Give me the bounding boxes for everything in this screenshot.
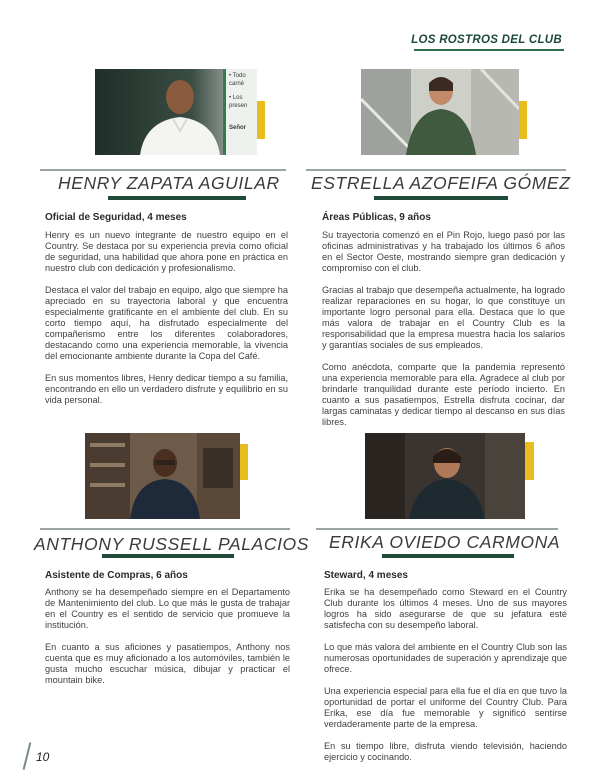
paragraph: Lo que más valora del ambiente en el Country Club son las numerosas oportunidades de superación y aprendizaje que ofrece. — [324, 642, 567, 674]
name-rule-top — [40, 528, 290, 530]
photo-estrella — [361, 69, 519, 155]
paragraph: Como anécdota, comparte que la pandemia representó una experiencia memorable para ella. Agradece al club por brindarle tranquilidad durante este período incierto. En cuanto a sus pasatiempos, Estrella disfruta cocinar, dar largas caminatas y dedicar tiempo al descanso en sus días libres. — [322, 362, 565, 427]
name-rule-bottom — [382, 554, 514, 558]
profile-body — [45, 230, 288, 417]
paragraph: Su trayectoria comenzó en el Pin Rojo, luego pasó por las oficinas administrativas y ha trabajado los últimos 6 años en el Sector Oeste, mostrando siempre gran dedicación y compromiso con el club. — [322, 230, 565, 273]
paragraph: Una experiencia especial para ella fue el día en que tuvo la oportunidad de portar el uniforme del Country Club. Para Erika, ese día fue memorable y significó sentirse verdaderamente parte de la empresa. — [324, 686, 567, 729]
section-title: LOS ROSTROS DEL CLUB — [411, 34, 562, 46]
name-rule-top — [40, 169, 286, 171]
paragraph: En su tiempo libre, disfruta viendo televisión, haciendo ejercicio y cocinando. — [324, 741, 567, 762]
photo-anthony-image — [85, 433, 240, 519]
paragraph: Anthony se ha desempeñado siempre en el Departamento de Mantenimiento del club. Lo que más le gusta de trabajar en el Country es el sentido de servicio que promueve la institución. — [45, 587, 290, 630]
role-title: Steward, 4 meses — [324, 570, 408, 581]
photo-accent-bar — [524, 442, 534, 480]
photo-sign-line: presen — [229, 103, 248, 109]
person-name: ESTRELLA AZOFEIFA GÓMEZ — [311, 173, 571, 193]
name-rule-top — [316, 528, 558, 530]
photo-henry — [95, 69, 257, 155]
name-rule-bottom — [108, 196, 246, 200]
person-name: HENRY ZAPATA AGUILAR — [58, 173, 280, 193]
photo-erika — [365, 433, 525, 519]
page-number-divider — [23, 742, 31, 770]
role-title: Áreas Públicas, 9 años — [322, 212, 431, 223]
paragraph: En sus momentos libres, Henry dedicar tiempo a su familia, encontrando en ello un verdadero disfrute y equilibrio en su vida personal. — [45, 373, 288, 405]
paragraph: Gracias al trabajo que desempeña actualmente, ha logrado realizar reparaciones en su hogar, lo que constituye un importante logro personal para ella. Destaca que lo que más valora de trabajar en el Country Club es la responsabilidad que la empresa muestra hacia los salarios y garantías sociales de sus empleados. — [322, 285, 565, 350]
photo-anthony — [85, 433, 240, 519]
photo-sign-line: • Todo — [229, 73, 246, 79]
role-title: Asistente de Compras, 6 años — [45, 570, 188, 581]
section-title-underline — [414, 49, 564, 51]
photo-erika-image — [365, 433, 525, 519]
photo-henry-sign — [229, 72, 257, 132]
photo-sign-line: • Los — [229, 95, 243, 101]
paragraph: En cuanto a sus aficiones y pasatiempos, Anthony nos cuenta que es muy aficionado a los automóviles, también le gusta mucho escuchar música, dibujar y practicar el mountain bike. — [45, 642, 290, 685]
photo-sign-line: carné — [229, 81, 245, 87]
paragraph: Erika se ha desempeñado como Steward en el Country Club durante los últimos 4 meses. Uno de sus mayores logros ha sido asegurarse de que su jefatura esté satisfecha con su desempeño laboral. — [324, 587, 567, 630]
profile-body — [322, 230, 565, 439]
name-rule-bottom — [102, 554, 234, 558]
role-title: Oficial de Seguridad, 4 meses — [45, 212, 187, 223]
paragraph: Henry es un nuevo integrante de nuestro equipo en el Country. Se destaca por su experiencia previa como oficial de seguridad, una habilidad que ahora pone en práctica en nuestro club con dedicación y profesionalismo. — [45, 230, 288, 273]
photo-estrella-image — [361, 69, 519, 155]
profile-body — [324, 587, 567, 774]
name-rule-top — [306, 169, 566, 171]
profile-body — [45, 587, 290, 697]
person-name: ERIKA OVIEDO CARMONA — [329, 532, 561, 552]
name-rule-bottom — [374, 196, 508, 200]
page-number: 10 — [36, 750, 50, 764]
paragraph: Destaca el valor del trabajo en equipo, algo que siempre ha apreciado en su trayectoria laboral y que encuentra especialmente gratificante en el ambiente del club. En su corto tiempo aquí, ha disfrutado especialmente del compañerismo entre los diferentes colaboradores, destacando como una experiencia memorable, la vivencia del emocionante ambiente durante la Copa del Café. — [45, 285, 288, 361]
photo-sign-line: Señor — [229, 125, 247, 131]
person-name: ANTHONY RUSSELL PALACIOS — [34, 534, 310, 554]
